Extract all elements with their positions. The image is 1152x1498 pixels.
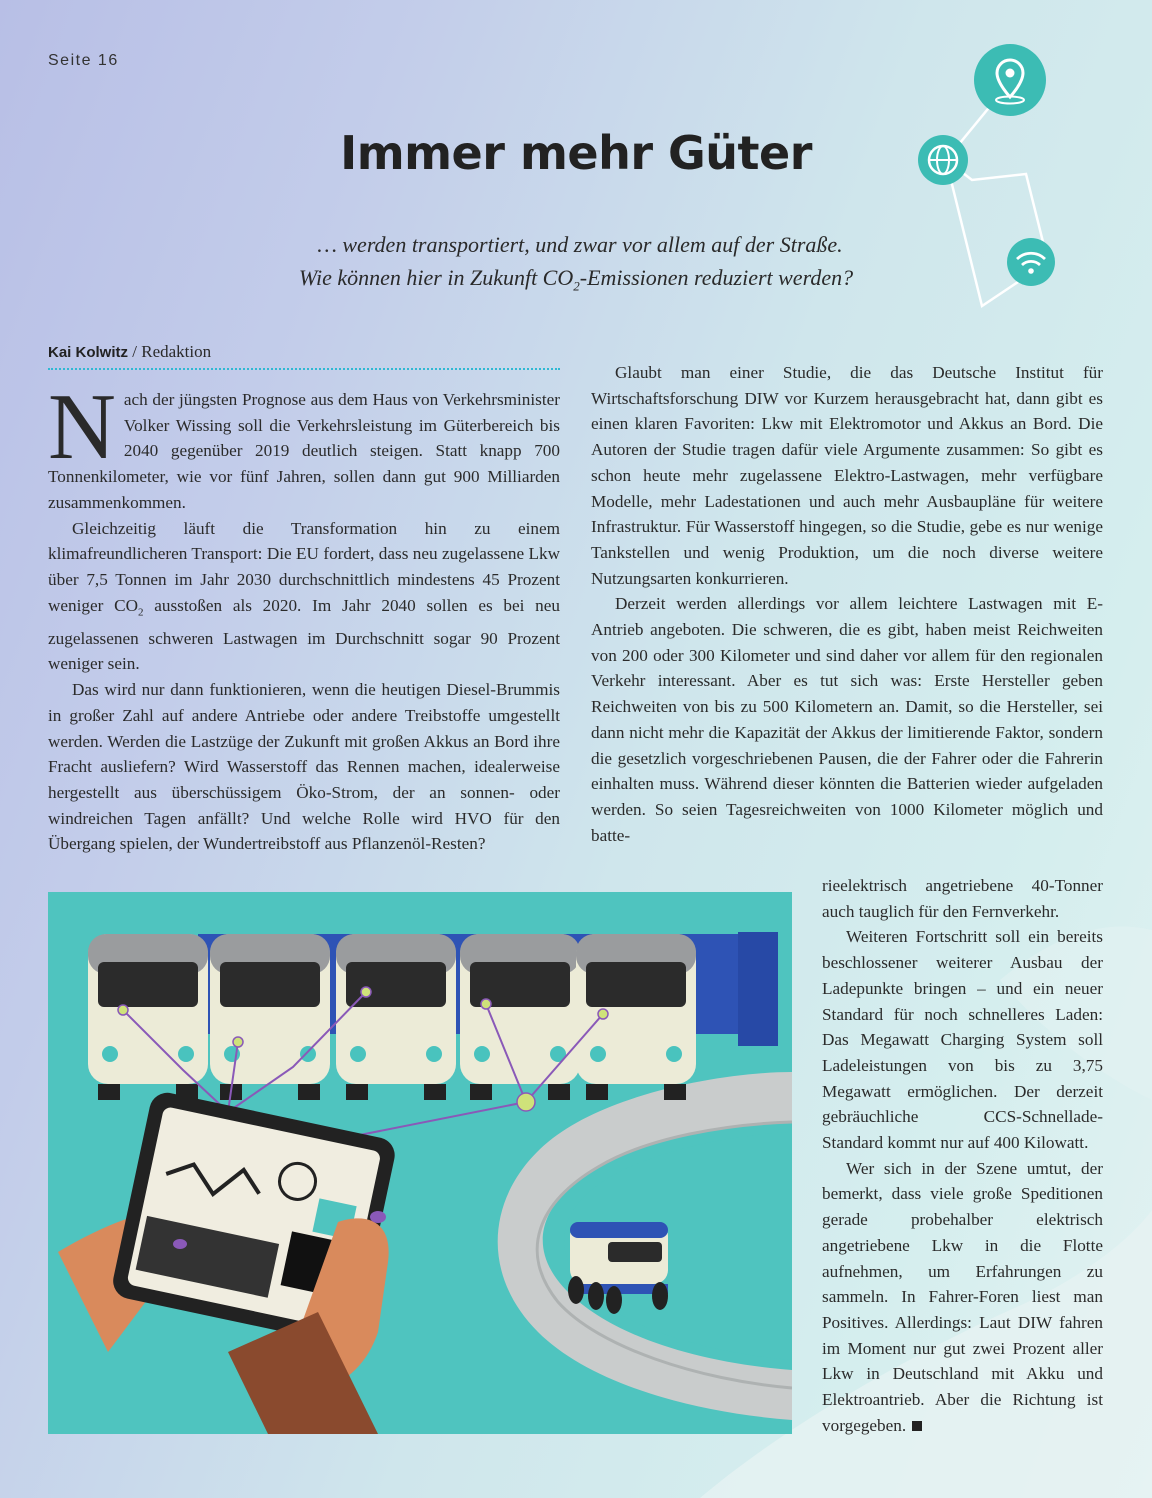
illustration-trucks-tablet <box>48 892 792 1434</box>
article-deck <box>0 228 1152 302</box>
truck <box>336 934 456 1100</box>
article-column-right <box>591 360 1103 848</box>
paragraph-6: Weiteren Fortschritt soll ein bereits beschlossener weiterer Ausbau der Ladepunkte bringen – und ein neuer Standard für noch schnelleres Laden: Das Megawatt Charging System soll Ladeleistungen von bis zu 3,75 Megawatt ermöglichen. Der derzeit gebräuchliche CCS-Schnellade-Standard kommt nur auf 400 Kilowatt. <box>822 927 1103 1153</box>
truck <box>210 934 330 1100</box>
paragraph-5-continued: rieelektrisch angetriebene 40-Tonner auch tauglich für den Fernverkehr. <box>822 876 1103 921</box>
paragraph-1: Nach der jüngsten Prognose aus dem Haus von Verkehrsminister Volker Wissing soll die Verkehrsleistung im Güterbereich bis 2040 gegenüber 2019 deutlich steigen. Statt knapp 700 Tonnenkilometer, wie vor fünf Jahren, sollen dann gut 900 Milliarden zusammenkommen. <box>48 375 560 512</box>
paragraph-3: Das wird nur dann funktionieren, wenn die heutigen Diesel-Brummis in großer Zahl auf andere Antriebe oder andere Treibstoffe umgestellt werden. Werden die Lastzüge der Zukunft mit großen Akkus an Bord ihre Fracht ausliefern? Wird Wasserstoff das Rennen machen, idealerweise hergestellt aus überschüssigem Öko-Strom, der an sonnen- oder windreichen Tagen anfällt? Und welche Rolle wird HVO für den Übergang spielen, der Wundertreibstoff aus Pflanzenöl-Resten? <box>48 680 560 854</box>
location-pin-icon <box>974 44 1046 116</box>
byline-author: Kai Kolwitz <box>48 344 129 361</box>
article-headline: Immer mehr Güter <box>340 126 812 180</box>
truck <box>88 934 208 1100</box>
byline-role: Redaktion <box>141 342 212 361</box>
paragraph-5: Derzeit werden allerdings vor allem leichtere Lastwagen mit E-Antrieb angeboten. Die schweren, die es gibt, haben meist Reichweiten von 200 oder 300 Kilometer und sind daher vor allem für den regionalen Verkehr interessant. Aber es tut sich was: Erste Hersteller geben Reichweiten von bis zu 500 Kilometern an. Damit, so die Hersteller, sei dann nicht mehr die Kapazität der Akkus der limitierende Faktor, sondern die gesetzlich vorgeschriebenen Pausen, die der Fahrer oder die Fahrerin einhalten muss. Während dieser könnten die Batterien wieder aufgeladen werden. So seien Tagesreichweiten von 1000 Kilometer möglich und batte- <box>591 594 1103 845</box>
deck-line-1: … werden transportiert, und zwar vor allem auf der Straße. <box>317 232 843 257</box>
paragraph-4: Glaubt man einer Studie, die das Deutsche Institut für Wirtschaftsforschung DIW vor Kurzem herausgebracht hat, dann gibt es einen klaren Favoriten: Lkw mit Elektromotor und Akkus an Bord. Die Autoren der Studie tragen dafür viele Argumente zusammen: So gibt es schon heute mehr zugelassene Elektro-Lastwagen, mehr verfügbare Modelle, mehr Ladestationen und auch mehr Ausbaupläne für weitere Infrastruktur. Für Wasserstoff hingegen, so die Studie, gebe es nur wenige Tankstellen und wenig Produktion, um die noch diverse weitere Nutzungsarten konkurrieren. <box>591 363 1103 588</box>
end-mark-icon <box>912 1421 922 1431</box>
truck-row <box>88 932 778 1100</box>
deck-line-2: Wie können hier in Zukunft $CO_2$-Emissionen reduziert werden? <box>298 265 854 294</box>
drop-cap: N <box>48 375 116 479</box>
paragraph-7: Wer sich in der Szene umtut, der bemerkt, dass viele große Speditionen gerade probehalber elektrisch angetriebene Lkw in die Flotte aufnehmen, um Erfahrungen zu sammeln. In Fahrer-Foren liest man Positives. Allerdings: Laut DIW fahren im Moment nur gut zwei Prozent aller Lkw in Deutschland mit Akku und Elektroantrieb. Aber die Richtung ist vorgegeben. <box>822 1158 1103 1435</box>
byline-separator: / <box>128 342 142 361</box>
truck <box>460 934 580 1100</box>
paragraph-2: Gleichzeitig läuft die Transformation hin zu einem klimafreundlicheren Transport: Die EU fordert, dass neu zugelassene Lkw über 7,5 Tonnen im Jahr 2030 durchschnittlich mindestens 45 Prozent weniger $CO_2$ ausstoßen als 2020. Im Jahr 2040 sollen es bei neu zugelassenen schweren Lastwagen im Durchschnitt sogar 90 Prozent weniger sein. <box>48 518 560 674</box>
article-column-left <box>48 375 560 857</box>
article-column-narrow <box>822 873 1103 1438</box>
page-number: Seite 16 <box>48 52 119 69</box>
byline <box>48 342 560 370</box>
truck <box>576 934 696 1100</box>
